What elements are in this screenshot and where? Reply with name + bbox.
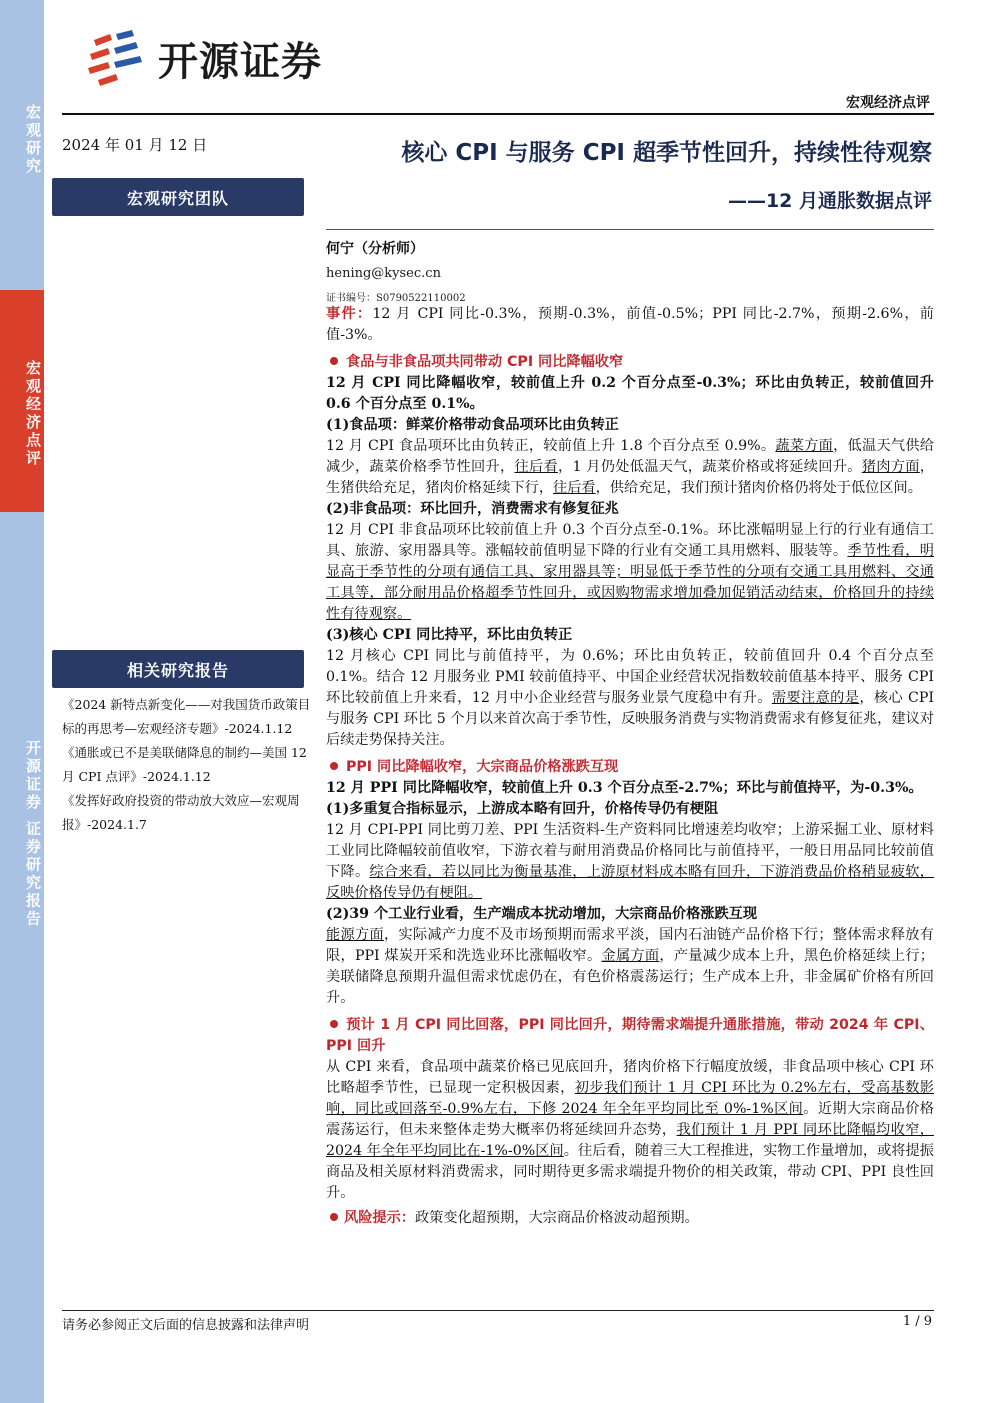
related-reports-list xyxy=(62,693,312,837)
report-category: 宏观经济点评 xyxy=(846,95,930,111)
sub-heading: (2)39 个工业行业看，生产端成本扰动增加，大宗商品价格涨跌互现 xyxy=(326,906,758,922)
report-title: 核心 CPI 与服务 CPI 超季节性回升，持续性待观察 xyxy=(401,140,932,166)
analyst-name: 何宁（分析师） xyxy=(326,241,424,257)
text-run: 12 月 CPI-PPI 同比剪刀差、PPI 生活资料-生产资料同比增速差均收窄；上游采掘工业、原材料工业同比降幅较前值收窄，下游衣着与耐用消费品价格同比与前值持平，一般日用品同比较前值下降。 xyxy=(326,822,934,880)
report-subtitle: ——12 月通胀数据点评 xyxy=(727,190,932,212)
footer-divider xyxy=(62,1310,934,1311)
event-label: 事件： xyxy=(326,306,373,322)
team-label-box: 宏观研究团队 xyxy=(52,178,304,216)
event-text: 12 月 CPI 同比-0.3%，预期-0.3%，前值-0.5%；PPI 同比-2.7%，预期-2.6%，前值-3%。 xyxy=(326,306,934,343)
section-lead: 12 月 PPI 同比降幅收窄，较前值上升 0.3 个百分点至-2.7%；环比与前值持平，为-0.3%。 xyxy=(326,780,923,796)
text-run: ，供给充足，我们预计猪肉价格仍将处于低位区间。 xyxy=(595,480,922,496)
text-run: 12 月 CPI 非食品项环比较前值上升 0.3 个百分点至-0.1%。环比涨幅明显上行的行业有通信工具、旅游、家用器具等。涨幅较前值明显下降的行业有交通工具用燃料、服装等。 xyxy=(326,522,934,559)
bullet-dot-icon xyxy=(330,1213,338,1221)
brand-logo-icon xyxy=(86,30,144,86)
left-sidebar xyxy=(0,0,44,1403)
underlined-text: 猪肉方面 xyxy=(861,459,920,475)
report-date: 2024 年 01 月 12 日 xyxy=(62,136,208,154)
text-run: ，低温天气供给减少，蔬菜价格季节性回升， xyxy=(326,438,934,475)
text-run: ，实际减产力度不及市场预期而需求平淡，国内石油链产品价格下行；整体需求释放有限，PPI 煤炭开采和洗选业环比涨幅收窄。 xyxy=(326,927,934,964)
underlined-text: 我们预计 1 月 PPI 同环比降幅均收窄，2024 年全年平均同比在-1%-0%区间 xyxy=(326,1122,934,1159)
text-run: 。近期大宗商品价格震荡运行，但未来整体走势大概率仍将延续回升态势， xyxy=(326,1101,934,1138)
sidebar-label-middle: 宏观经济点评 xyxy=(24,360,42,468)
sub-heading: (3)核心 CPI 同比持平，环比由负转正 xyxy=(326,627,573,643)
text-run: ，核心 CPI 与服务 CPI 环比 5 个月以来首次高于季节性，反映服务消费与实物消费需求有修复征兆，建议对后续走势保持关注。 xyxy=(326,690,934,748)
paragraph xyxy=(326,646,934,751)
section-heading xyxy=(326,757,934,778)
sidebar-label-top: 宏观研究 xyxy=(24,104,42,176)
analyst-cert: 证书编号：S0790522110002 xyxy=(326,293,466,304)
underlined-text: 能源方面 xyxy=(326,927,384,943)
text-run: 12 月核心 CPI 同比与前值持平，为 0.6%；环比由负转正，较前值回升 0.4 个百分点至 0.1%。结合 12 月服务业 PMI 较前值持平、中国企业经营状况指数较前值基本持平、服务 CPI 环比较前值上升来看，12 月中小企业经营与服务业景气度稳中有升。 xyxy=(326,648,934,706)
risk-paragraph xyxy=(326,1208,934,1229)
section-heading-text: PPI 同比降幅收窄，大宗商品价格涨跌互现 xyxy=(346,759,619,775)
text-run: ，生猪供给充足，猪肉价格延续下行， xyxy=(326,459,934,496)
event-paragraph xyxy=(326,304,934,346)
underlined-text: 综合来看，若以同比为衡量基准，上游原材料成本略有回升，下游消费品价格稍显疲软，反映价格传导仍有梗阻。 xyxy=(326,864,934,901)
underlined-text: 蔬菜方面 xyxy=(775,438,834,454)
bullet-dot-icon xyxy=(330,357,338,365)
underlined-text: 金属方面 xyxy=(601,948,660,964)
title-divider xyxy=(326,229,934,230)
text-run: ，产量减少成本上升，黑色价格延续上行；美联储降息预期升温但需求忧虑仍在，有色价格震荡运行；生产成本上升，非金属矿价格有所回升。 xyxy=(326,948,934,1006)
page-number: 1 / 9 xyxy=(902,1314,932,1329)
sub-heading: (1)多重复合指标显示，上游成本略有回升，价格传导仍有梗阻 xyxy=(326,801,719,817)
brand-name: 开源证券 xyxy=(158,38,322,85)
paragraph xyxy=(326,436,934,499)
footer-disclaimer: 请务必参阅正文后面的信息披露和法律声明 xyxy=(62,1318,310,1333)
related-report-item[interactable]: 《通胀或已不是美联储降息的制约—美国 12 月 CPI 点评》-2024.1.12 xyxy=(62,745,307,784)
bullet-dot-icon xyxy=(330,762,338,770)
related-reports-label-box: 相关研究报告 xyxy=(52,650,304,688)
analyst-email[interactable]: hening@kysec.cn xyxy=(326,266,441,281)
section-heading xyxy=(326,1015,934,1057)
underlined-text: 初步我们预计 1 月 CPI 环比为 0.2%左右，受高基数影响，同比或回落至-0.9%左右，下修 2024 年全年平均同比至 0%-1%区间 xyxy=(326,1080,934,1117)
text-run: 。往后看，随着三大工程推进，实物工作量增加，或将提振商品及相关原材料消费需求，同时期待更多需求端提升物价的相关政策，带动 CPI、PPI 良性回升。 xyxy=(326,1143,934,1201)
underlined-text: 需要注意的是 xyxy=(771,690,860,706)
brand-logo xyxy=(86,30,322,86)
paragraph xyxy=(326,520,934,625)
underlined-text: 往后看 xyxy=(514,459,558,475)
underlined-text: 季节性看，明显高于季节性的分项有通信工具、家用器具等；明显低于季节性的分项有交通工具用燃料、交通工具等，部分耐用品价格超季节性回升，或因购物需求增加叠加促销活动结束，价格回升的持续性有待观察。 xyxy=(326,543,934,622)
sub-heading: (2)非食品项：环比回升，消费需求有修复征兆 xyxy=(326,501,619,517)
report-body xyxy=(326,304,934,1229)
analyst-block xyxy=(326,238,466,304)
risk-label: 风险提示： xyxy=(344,1210,415,1226)
bullet-dot-icon xyxy=(330,1020,338,1028)
underlined-text: 往后看 xyxy=(553,480,596,496)
related-report-item[interactable]: 《发挥好政府投资的带动放大效应—宏观周报》-2024.1.7 xyxy=(62,793,300,832)
text-run: 从 CPI 来看，食品项中蔬菜价格已见底回升，猪肉价格下行幅度放缓，非食品项中核心 CPI 环比略超季节性，已显现一定积极因素， xyxy=(326,1059,934,1096)
paragraph xyxy=(326,925,934,1009)
section-heading-text: 预计 1 月 CPI 同比回落，PPI 同比回升，期待需求端提升通胀措施，带动 2024 年 CPI、PPI 回升 xyxy=(326,1017,934,1054)
related-report-item[interactable]: 《2024 新特点新变化——对我国货币政策目标的再思考—宏观经济专题》-2024.1.12 xyxy=(62,697,311,736)
risk-text: 政策变化超预期，大宗商品价格波动超预期。 xyxy=(414,1210,699,1226)
sub-heading: (1)食品项：鲜菜价格带动食品项环比由负转正 xyxy=(326,417,619,433)
paragraph xyxy=(326,820,934,904)
header-divider xyxy=(62,113,934,115)
section-heading xyxy=(326,352,934,373)
section-heading-text: 食品与非食品项共同带动 CPI 同比降幅收窄 xyxy=(346,354,624,370)
section-lead: 12 月 CPI 同比降幅收窄，较前值上升 0.2 个百分点至-0.3%；环比由负转正，较前值回升 0.6 个百分点至 0.1%。 xyxy=(326,375,934,412)
text-run: 12 月 CPI 食品项环比由负转正，较前值上升 1.8 个百分点至 0.9%。 xyxy=(326,438,776,454)
text-run: ，1 月仍处低温天气，蔬菜价格或将延续回升。 xyxy=(557,459,862,475)
sidebar-label-bottom: 开源证券 证券研究报告 xyxy=(24,739,42,929)
paragraph xyxy=(326,1057,934,1204)
